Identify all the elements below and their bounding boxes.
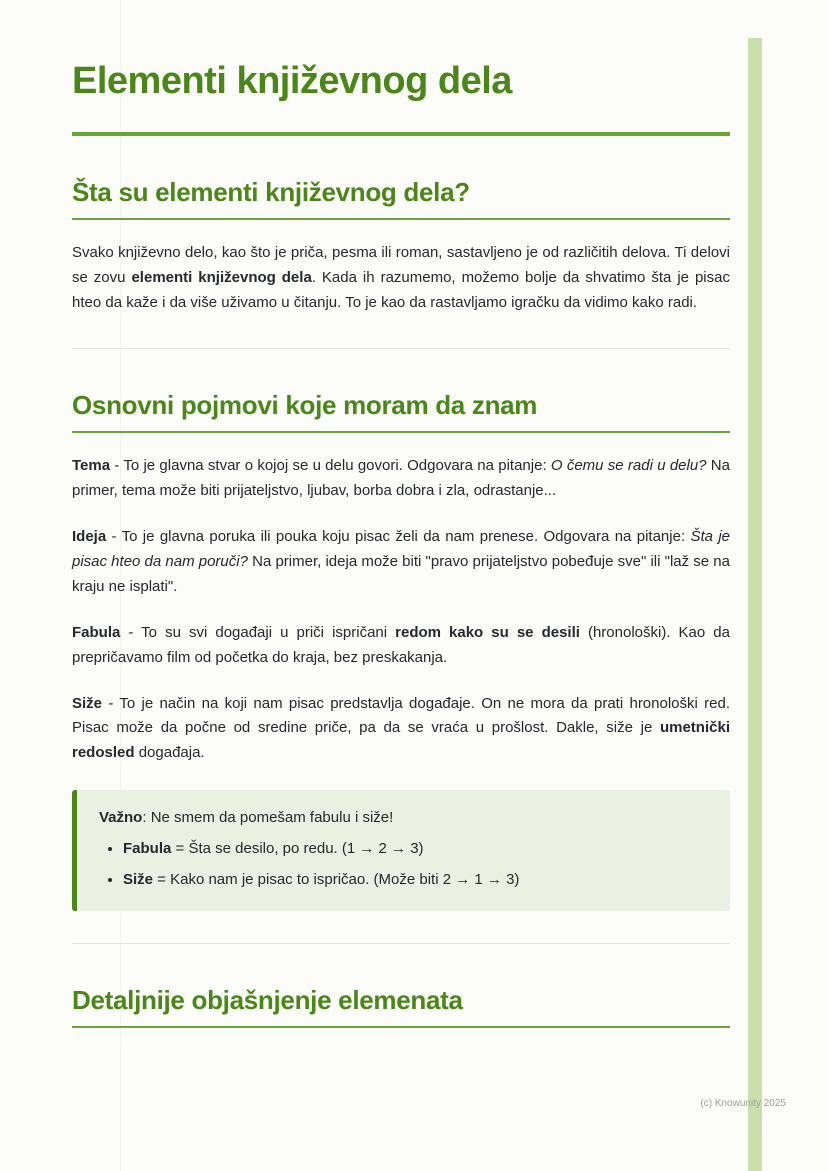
paragraph-intro: Svako književno delo, kao što je priča, pesma ili roman, sastavljeno je od različitih delova. Ti delovi se zovu elementi književnog dela. Kada ih razumemo, možemo bolje da shvatimo šta je pisac hteo da kaže i da više uživamo u čitanju. To je kao da rastavljamo igračku da vidimo kako radi. <box>72 244 730 311</box>
title-underline <box>72 132 730 136</box>
callout-bullet-fabula: • Fabula = Šta se desilo, po redu. (1 → 2 → 3) <box>123 837 708 862</box>
section-divider <box>72 943 730 944</box>
section-basic-terms <box>72 389 730 911</box>
paragraph-tema: Tema - To je glavna stvar o kojoj se u delu govori. Odgovara na pitanje: O čemu se radi u delu? Na primer, tema može biti prijateljstvo, ljubav, borba dobra i zla, odrastanje... <box>72 457 730 500</box>
heading-underline <box>72 218 730 220</box>
paragraph-ideja: Ideja - To je glavna poruka ili pouka koju pisac želi da nam prenese. Odgovara na pitanje: Šta je pisac hteo da nam poruči? Na primer, ideja može biti "pravo prijateljstvo pobeđuje sve" ili "laž se na kraju ne isplati". <box>72 528 731 595</box>
section-heading-basic-terms: Osnovni pojmovi koje moram da znam <box>72 389 538 420</box>
section-heading-what-are-elements: Šta su elementi književnog dela? <box>72 176 470 207</box>
callout-bullet-list <box>123 837 708 893</box>
section-detailed-explanation <box>72 984 730 1029</box>
section-what-are-elements <box>72 176 730 316</box>
paragraph-size: Siže - To je način na koji nam pisac predstavlja događaje. On ne mora da prati hronološki red. Pisac može da počne od sredine priče, pa da se vraća u prošlost. Dakle, siže je umetnički redosled događaja. <box>72 694 730 762</box>
copyright-footer: (c) Knowunity 2025 <box>700 1098 786 1109</box>
page-title: Elementi književnog dela <box>72 60 512 102</box>
section-divider <box>72 348 730 349</box>
paragraph-fabula: Fabula - To su svi događaji u priči ispričani redom kako su se desili (hronološki). Kao da prepričavamo film od početka do kraja, bez preskakanja. <box>72 623 730 666</box>
section-heading-detailed-explanation: Detaljnije objašnjenje elemenata <box>72 984 463 1015</box>
important-callout <box>72 790 730 911</box>
callout-bullet-size: • Siže = Kako nam je pisac to ispričao. (Može biti 2 → 1 → 3) <box>123 868 708 893</box>
heading-underline <box>72 1026 730 1028</box>
callout-intro: Važno: Ne smem da pomešam fabulu i siže! <box>99 809 394 827</box>
heading-underline <box>72 431 730 433</box>
